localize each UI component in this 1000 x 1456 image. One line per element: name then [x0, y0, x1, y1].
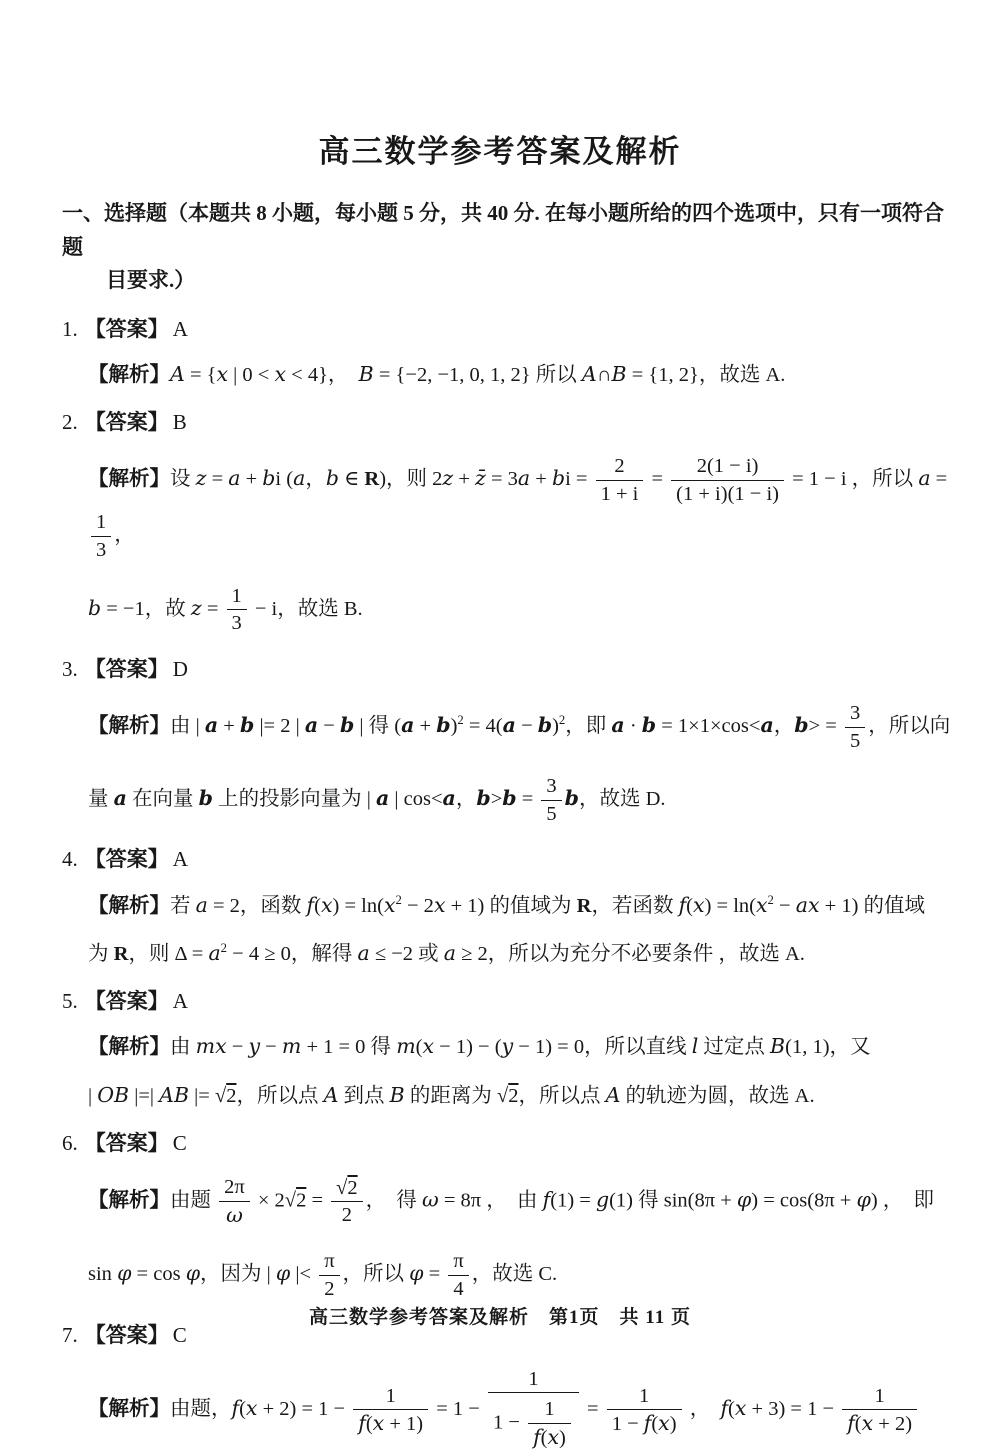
questions-list [0, 315, 1000, 1456]
fraction: $\frac{1}{3}$ [227, 584, 247, 636]
question-item [0, 1129, 1000, 1304]
question-number: 2. [62, 409, 78, 434]
question-item [0, 315, 1000, 391]
analysis-line: 为 R，则 $\Delta = a^2 - 4 \ge 0$，解得 a ≤ −2 或 a ≥ 2，所以为充分不必要条件 ，故选 A. [88, 941, 805, 966]
answer-line [62, 1129, 958, 1158]
fraction: 1 1 − $\frac{1}{f(x)}$ [488, 1367, 579, 1454]
analysis-line: 【解析】A = {x | 0 < x < 4}， B = {−2, −1, 0, 1, 2} 所以 A∩B = {1, 2}，故选 A. [88, 362, 786, 387]
fraction: $\frac{3}{5}$ [541, 774, 561, 826]
answer-label: 【答案】 [84, 847, 169, 872]
square-root: √2 [336, 1176, 358, 1199]
analysis-line: 【解析】设 z = a + bi (a，b ∈ R)，则 2z + z̄ = 3a + bi = $\frac{2}{1 + i}$ = $\frac{2(1 - i)}{(1 + i)(1 - i)}$ = 1 − i ，所以 a = $\frac{1}{3}$ ， [88, 455, 948, 561]
answer-line [62, 408, 958, 437]
analysis-line: | OB |=| AB |= √2，所以点 A 到点 B 的距离为 √2，所以点 A 的轨迹为圆，故选 A. [88, 1083, 815, 1108]
question-number: 3. [62, 656, 78, 681]
analysis-line: b = −1，故 z = $\frac{1}{3}$ − i，故选 B. [88, 584, 363, 635]
answer-value: A [172, 316, 188, 341]
fraction: $\frac{2\pi}{\omega}$ [219, 1175, 250, 1228]
question-item [0, 655, 1000, 829]
analysis-line: 【解析】由题，f(x + 2) = 1 − $\frac{1}{f(x + 1)}$ = 1 − 1 1 − $\frac{1}{f(x)}$ = $\frac{1}{1 - f(x)}$ ， f(x + 3) = 1 − $\frac{1}{f(x + 2)}$ [88, 1365, 958, 1456]
answer-line [62, 315, 958, 344]
answer-label: 【答案】 [84, 316, 169, 341]
analysis-line: 【解析】由 mx − y − m + 1 = 0 得 m(x − 1) − (y − 1) = 0，所以直线 l 过定点 B(1, 1)，又 [88, 1034, 871, 1059]
analysis-line: 量 a 在向量 b 上的投影向量为 | a | cos<a，b>b = $\frac{3}{5}$ b，故选 D. [88, 775, 666, 825]
fraction: $\frac{√2}{2}$ [331, 1176, 363, 1228]
answer-label: 【答案】 [84, 1322, 169, 1347]
analysis-line: 【解析】由 | a + b |= 2 | a − b | 得 $(a + b)^2 = 4(a - b)^2$，即 a · b = 1×1×cos<a，b> = $\frac{3}{5}$ ，所以向 [88, 701, 951, 752]
question-item [0, 987, 1000, 1112]
answer-value: A [172, 989, 188, 1014]
page-title: 高三数学参考答案及解析 [318, 134, 682, 169]
fraction: $\frac{3}{5}$ [845, 701, 865, 753]
fraction: $\frac{1}{3}$ [91, 510, 111, 562]
answer-label: 【答案】 [84, 1130, 169, 1155]
answer-value: C [172, 1322, 187, 1347]
question-number: 6. [62, 1130, 78, 1155]
fraction: $\frac{2}{1 + i}$ [596, 454, 644, 506]
answer-value: A [172, 847, 188, 872]
question-number: 7. [62, 1322, 78, 1347]
square-root: √2 [284, 1189, 307, 1212]
analysis-line: 【解析】由题 $\frac{2\pi}{\omega}$ × 2√2 = $\frac{√2}{2}$ ， 得 ω = 8π ， 由 f(1) = g(1) 得 sin(8π + φ) = cos(8π + φ) ， 即 [88, 1176, 935, 1227]
answer-label: 【答案】 [84, 409, 169, 434]
square-root: √2 [214, 1085, 237, 1108]
question-number: 1. [62, 316, 78, 341]
question-item [0, 1321, 1000, 1456]
fraction: $\frac{1}{f(x + 1)}$ [353, 1384, 428, 1437]
answer-label: 【答案】 [84, 989, 169, 1014]
section-heading [62, 197, 954, 298]
question-item [0, 845, 1000, 970]
question-number: 4. [62, 847, 78, 872]
answer-line [62, 987, 958, 1016]
square-root: √2 [496, 1085, 519, 1108]
fraction: $\frac{1}{1 - f(x)}$ [607, 1384, 682, 1437]
question-number: 5. [62, 989, 78, 1014]
answer-line [62, 655, 958, 684]
page-footer: 高三数学参考答案及解析 第1页 共 11 页 [309, 1307, 691, 1328]
answer-line [62, 845, 958, 874]
answer-label: 【答案】 [84, 656, 169, 681]
fraction: $\frac{\pi}{2}$ [319, 1249, 339, 1301]
section-heading-line2: 目要求.） [106, 268, 196, 293]
fraction: $\frac{\pi}{4}$ [448, 1249, 468, 1301]
question-item [0, 408, 1000, 638]
analysis-line: 【解析】若 a = 2，函数 $f(x) = \ln(x^2 - 2x + 1)$ 的值域为 R，若函数 $f(x) = \ln(x^2$ − ax + 1) 的值域 [88, 892, 926, 917]
analysis-line: sin φ = cos φ，因为 | φ |< $\frac{\pi}{2}$ ，所以 φ = $\frac{\pi}{4}$ ，故选 C. [88, 1250, 558, 1300]
fraction: $\frac{1}{f(x)}$ [528, 1397, 571, 1450]
answer-value: C [172, 1130, 187, 1155]
answer-value: D [172, 656, 188, 681]
answer-value: B [172, 409, 187, 434]
fraction: $\frac{2(1 - i)}{(1 + i)(1 - i)}$ [671, 454, 784, 506]
fraction: $\frac{1}{f(x + 2)}$ [842, 1384, 917, 1437]
section-heading-line1: 一、选择题（本题共 8 小题，每小题 5 分，共 40 分. 在每小题所给的四个选项中，只有一项符合题 [62, 201, 944, 259]
